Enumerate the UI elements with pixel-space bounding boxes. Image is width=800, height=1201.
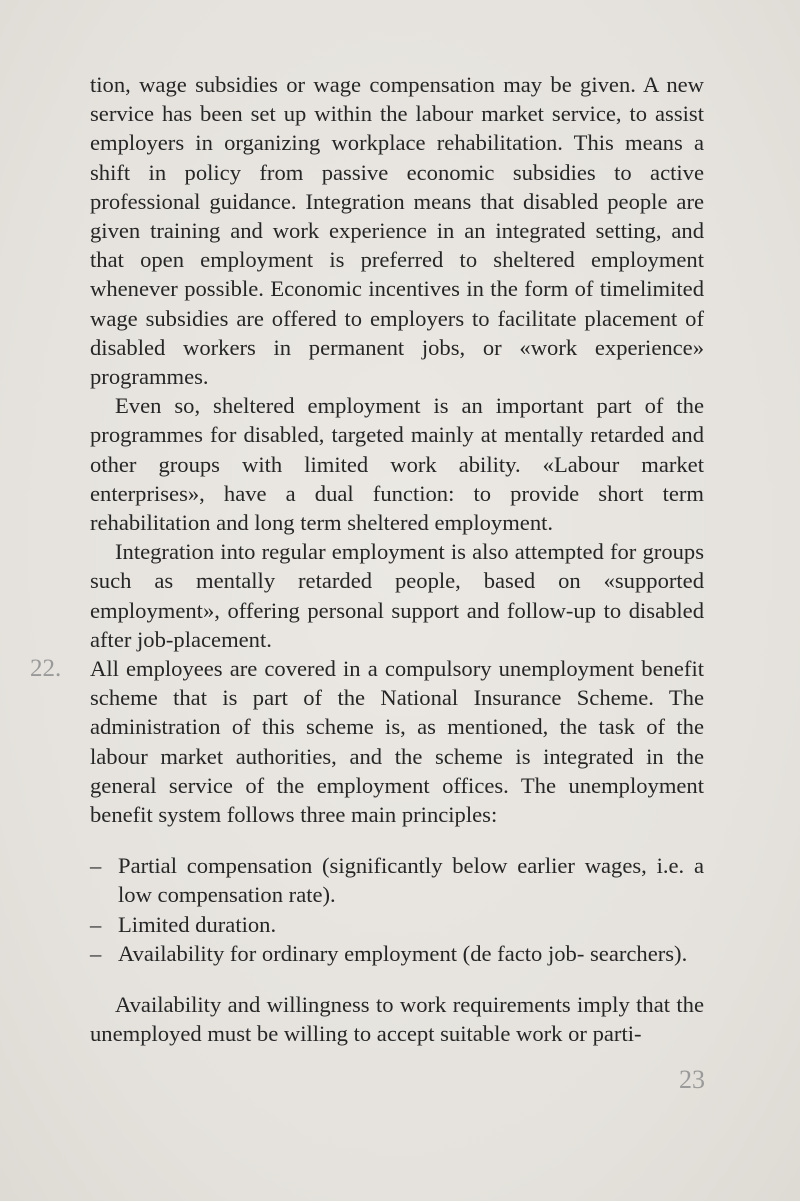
paragraph-unemployment-benefit: All employees are covered in a compulsory unemployment benefit scheme that is part of the National Insurance Scheme. The administration of this scheme is, as mentioned, the task of the labour market authorities, and the scheme is integrated in the general service of the employment offices. The unemployment benefit system follows three main principles: xyxy=(90,656,704,828)
list-item-text: Limited duration. xyxy=(118,911,277,937)
list-item xyxy=(90,851,704,909)
list-item xyxy=(90,910,704,939)
list-item-text: Partial compensation (significantly below earlier wages, i.e. a low compensation rate). xyxy=(118,853,704,908)
paragraph-sheltered-employment: Even so, sheltered employment is an important part of the programmes for disabled, targeted mainly at mentally retarded and other groups with limited work ability. «Labour market enterprises», have a dual function: to provide short term rehabilitation and long term sheltered employment. xyxy=(90,393,704,536)
dash-marker: – xyxy=(90,940,102,966)
paragraph-continued: tion, wage subsidies or wage compensation may be given. A new service has been set up within the labour market service, to assist employers in organizing workplace rehabilitation. This means a shift in policy from passive economic subsidies to active professional guidance. Integration means that disabled people are given training and work experience in an integrated setting, and that open employment is preferred to sheltered employment whenever possible. Economic incentives in the form of timelimited wage subsidies are offered to employers to facilitate placement of disabled workers in permanent jobs, or «work experience» programmes. xyxy=(90,72,704,390)
paragraph-availability: Availability and willingness to work requirements imply that the unemployed must be willing to accept suitable work or parti- xyxy=(90,992,704,1047)
paragraph-supported-employment: Integration into regular employment is also attempted for groups such as mentally retarded people, based on «supported employment», offering personal support and follow-up to disabled after job-placement. xyxy=(90,539,704,652)
page-number: 23 xyxy=(679,1065,705,1094)
dash-marker: – xyxy=(90,853,102,879)
principles-list xyxy=(90,851,704,968)
paragraph-number: 22. xyxy=(30,655,62,683)
list-item xyxy=(90,939,704,968)
dash-marker: – xyxy=(90,911,102,937)
list-item-text: Availability for ordinary employment (de facto job- searchers). xyxy=(118,940,688,966)
numbered-paragraph-22 xyxy=(30,654,704,829)
page-body xyxy=(30,70,704,1049)
